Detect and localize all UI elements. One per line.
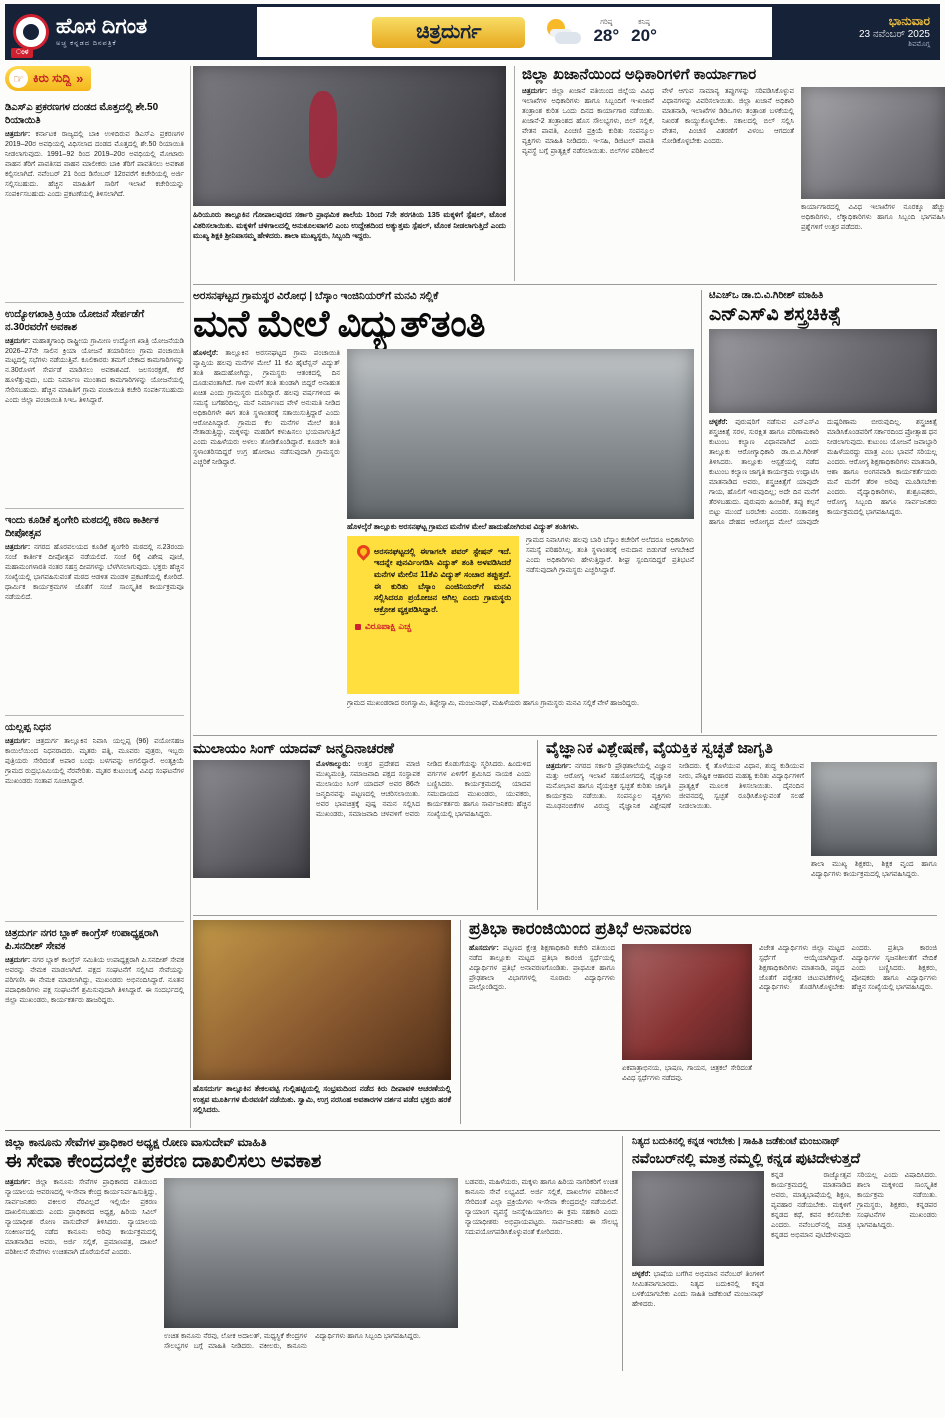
brief-body: ನಗರದ ಹೊರವಲಯದ ಕೂಡಿಕೆ ಶೃಂಗೇರಿ ಮಠದಲ್ಲಿ ನ.23ರಂದು ಸಂಜೆ ಕಾರ್ತೀಕ ದೀಪೋತ್ಸವ ನಡೆಯಲಿದೆ. ಸಂಜೆ 6ಕ್ಕೆ ವಿಶೇಷ ಪೂಜೆ, ಮಹಾಮಂಗಳಾರತಿ ನಂತರ ಸಹಸ್ರ ದೀಪಗಳನ್ನು ಬೆಳಗಿಸಲಾಗುವುದು. ಭಕ್ತರು ಹೆಚ್ಚಿನ ಸಂಖ್ಯೆಯಲ್ಲಿ ಭಾಗವಹಿಸುವಂತೆ ಮಠದ ಆಡಳಿತ ಮಂಡಳಿ ಪ್ರಕಟಣೆಯಲ್ಲಿ ಕೋರಿದೆ. ಧಾರ್ಮಿಕ ಕಾರ್ಯಕ್ರಮಗಳ ಜೊತೆಗೆ ಸಂಜೆ ಸಾಂಸ್ಕೃತಿಕ ಕಾರ್ಯಕ್ರಮವೂ ನಡೆಯಲಿದೆ. bbox=[5, 544, 184, 601]
article-body-continued: ಕನ್ನಡ ರಾಜ್ಯೋತ್ಸವ ಕಾರ್ಯಕ್ರಮದಲ್ಲಿ ಮಾತನಾಡಿದ ಅವರು, ಮಾತೃಭಾಷೆಯಲ್ಲಿ ಶಿಕ್ಷಣ, ವ್ಯವಹಾರ ನಡೆಯಬೇಕು. ಮಕ್ಕಳಿಗೆ ಕನ್ನಡದ ಕಥೆ, ಕವನ ಕಲಿಸಬೇಕು ಎಂದರು. ನವೆಂಬರ್‌ನಲ್ಲಿ ಮಾತ್ರ ಕನ್ನಡದ ಅಭಿಮಾನ ಪುಟಿದೇಳುವುದು ಸರಿಯಲ್ಲ ಎಂದು ವಿಷಾದಿಸಿದರು. ಶಾಲಾ ಮಕ್ಕಳಿಂದ ಸಾಂಸ್ಕೃತಿಕ ಕಾರ್ಯಕ್ರಮ ನಡೆಯಿತು. ಗ್ರಾಮಸ್ಥರು, ಶಿಕ್ಷಕರು, ಕನ್ನಡಪರ ಸಂಘಟನೆಗಳ ಮುಖಂಡರು ಭಾಗವಹಿಸಿದ್ದರು. bbox=[771, 1171, 937, 1239]
dateline: ಚಿತ್ರದುರ್ಗ: bbox=[546, 762, 572, 770]
article-kicker: ಜಿಲ್ಲಾ ಕಾನೂನು ಸೇವೆಗಳ ಪ್ರಾಧಿಕಾರ ಅಧ್ಯಕ್ಷ ರೋಣ ವಾಸುದೇವ್ ಮಾಹಿತಿ bbox=[5, 1137, 267, 1149]
photo-caption: ಹೊಸದುರ್ಗ ತಾಲ್ಲೂಕಿನ ತೇಕಲವಟ್ಟಿ ಗುಲ್ಲಿಹಟ್ಟಿಯಲ್ಲಿ ಸಂಭ್ರಮದಿಂದ ನಡೆದ ಕಿರು ದೀಪಾವಳಿ ಆಚರಣೆಯಲ್ಲಿ ಉತ್ಸವ ಮೂರ್ತಿಗಳ ಮೆರವಣಿಗೆ ನಡೆಯಿತು. ಸ್ವಾಮಿ, ಉಗ್ರ ನರಸಿಂಹ ಅವತಾರಗಳ ದರ್ಶನ ಪಡೆದ ಭಕ್ತರು ಹರಕೆ ಸಲ್ಲಿಸಿದರು. bbox=[193, 1084, 451, 1114]
brief-headline: ಇಂದು ಕೂಡಿಕೆ ಶೃಂಗೇರಿ ಮಠದಲ್ಲಿ ಕಠಿಣ ಕಾರ್ತೀಕ ದೀಪೋತ್ಸವ bbox=[5, 515, 159, 540]
highlight-box bbox=[347, 536, 519, 694]
powerline-photo bbox=[347, 349, 694, 519]
brief-headline: ಯಲ್ಲಪ್ಪ ನಿಧನ bbox=[5, 721, 51, 733]
date-label: 23 ನವೆಂಬರ್ 2025 bbox=[858, 28, 930, 40]
highlight-text: ಅರಸನಘಟ್ಟದಲ್ಲಿ ಈಗಾಗಲೇ ಪವರ್ ಸ್ಟೇಷನ್ ಇದೆ. ಇದನ್ನೇ ಪುನರ್ವಿಂಗಡಿಸಿ ವಿದ್ಯುತ್ ತಂತಿ ಅಳವಡಿಸಿದರೆ ಮನೆಗಳ ಮೇಲಿನ 11ಕೆವಿ ವಿದ್ಯುತ್ ಸಂಚಾರ ತಪ್ಪುತ್ತದೆ. ಈ ಕುರಿತು ಬೆಸ್ಕಾಂ ಎಂಜಿನಿಯರ್‌ಗೆ ಮನವಿ ಸಲ್ಲಿಸಿದರೂ ಪ್ರಯೋಜನ ಆಗಿಲ್ಲ ಎಂದು ಗ್ರಾಮಸ್ಥರು ಆಕ್ರೋಶ ವ್ಯಕ್ತಪಡಿಸಿದ್ದಾರೆ. bbox=[374, 546, 511, 614]
rajyotsava-photo bbox=[632, 1171, 764, 1266]
pointing-hand-icon: ☞ bbox=[9, 69, 28, 88]
article-headline: ಮುಲಾಯಂ ಸಿಂಗ್ ಯಾದವ್ ಜನ್ಮದಿನಾಚರಣೆ bbox=[193, 740, 394, 756]
photo-caption: ಹೊಳಲ್ಕೆರೆ ತಾಲ್ಲೂಕು ಅರಸನಘಟ್ಟ ಗ್ರಾಮದ ಮನೆಗಳ ಮೇಲೆ ಹಾದುಹೋಗಿರುವ ವಿದ್ಯುತ್ ತಂತಿಗಳು. bbox=[347, 521, 579, 531]
header-dateblock bbox=[772, 4, 940, 60]
brief-body: ಚಿತ್ರದುರ್ಗ ತಾಲ್ಲೂಕಿನ ನಿವಾಸಿ ಯಲ್ಲಪ್ಪ (96) ವಯೋಸಹಜ ಕಾಯಿಲೆಯಿಂದ ನಿಧನರಾದರು. ಮೃತರು ಪತ್ನಿ, ಮೂವರು ಪುತ್ರರು, ಇಬ್ಬರು ಪುತ್ರಿಯರು ಸೇರಿದಂತೆ ಅಪಾರ ಬಂಧು ಬಳಗವನ್ನು ಅಗಲಿದ್ದಾರೆ. ಅಂತ್ಯಕ್ರಿಯೆ ಗ್ರಾಮದ ರುದ್ರಭೂಮಿಯಲ್ಲಿ ನೆರವೇರಿತು. ಮೃತರ ಕುಟುಂಬಕ್ಕೆ ವಿವಿಧ ಸಂಘಟನೆಗಳ ಮುಖಂಡರು ಸಂತಾಪ ಸೂಚಿಸಿದ್ದಾರೆ. bbox=[5, 737, 184, 785]
dateline: ಚಿತ್ರದುರ್ಗ: bbox=[5, 737, 31, 745]
weather-max-label: ಗರಿಷ್ಠ bbox=[600, 19, 613, 27]
dateline: ಚಳ್ಳಕೆರೆ: bbox=[632, 1270, 651, 1278]
article-body-continued: ಉಚಿತ ಕಾನೂನು ನೆರವು, ಲೋಕ ಅದಾಲತ್, ಮಧ್ಯಸ್ಥಿಕೆ ಕೇಂದ್ರಗಳ ಸೌಲಭ್ಯಗಳ ಬಗ್ಗೆ ಮಾಹಿತಿ ನೀಡಿದರು. ವಕೀಲರು, ಕಾನೂನು ವಿದ್ಯಾರ್ಥಿಗಳು ಹಾಗೂ ಸಿಬ್ಬಂದಿ ಭಾಗವಹಿಸಿದ್ದರು. bbox=[164, 1333, 421, 1351]
dateline: ಹೊಳಲ್ಕೆರೆ: bbox=[193, 349, 219, 357]
masthead-title: ಹೊಸ ದಿಗಂತ bbox=[56, 15, 148, 38]
weather-max bbox=[593, 19, 619, 44]
divider bbox=[193, 735, 937, 736]
masthead-tagline: ಅಚ್ಚ ಕನ್ನಡದ ದಿನಪತ್ರಿಕೆ bbox=[56, 40, 117, 47]
nsv-article bbox=[701, 290, 937, 733]
brief-item bbox=[5, 302, 184, 509]
legal-services-article bbox=[5, 1136, 618, 1406]
weather-min-temp: 20° bbox=[631, 25, 657, 45]
brief-headline: ಡಿಎಸ್‌ಎ ಪ್ರಕರಣಗಳ ದಂಡದ ಮೊತ್ತದಲ್ಲಿ ಶೇ.50 ರಿಯಾಯಿತಿ bbox=[5, 102, 159, 126]
masthead-block bbox=[5, 4, 257, 60]
article-body-continued: ಗ್ರಾಮದ ನಿವಾಸಿಗಳು ಹಲವು ಬಾರಿ ಬೆಸ್ಕಾಂ ಕಚೇರಿಗೆ ಅಲೆದರೂ ಅಧಿಕಾರಿಗಳು ಸಮಸ್ಯೆ ಪರಿಹರಿಸಿಲ್ಲ. ತಂತಿ ಸ್ಥಳಾಂತರಕ್ಕೆ ಅನುದಾನ ಬಿಡುಗಡೆ ಆಗಬೇಕಿದೆ ಎಂದು ಅಧಿಕಾರಿಗಳು ಹೇಳುತ್ತಿದ್ದಾರೆ. ಶೀಘ್ರ ಸ್ಪಂದಿಸದಿದ್ದರೆ ಪ್ರತಿಭಟನೆ ನಡೆಸುವುದಾಗಿ ಗ್ರಾಮಸ್ಥರು ಎಚ್ಚರಿಸಿದ್ದಾರೆ. bbox=[526, 536, 694, 574]
article-body: ಮೊಳಕಾಲ್ಮುರು: ಉತ್ತರ ಪ್ರದೇಶದ ಮಾಜಿ ಮುಖ್ಯಮಂತ್ರಿ, ಸಮಾಜವಾದಿ ಪಕ್ಷದ ಸಂಸ್ಥಾಪಕ ಮುಲಾಯಂ ಸಿಂಗ್ ಯಾದವ್ ಅವರ 86ನೇ ಜನ್ಮದಿನವನ್ನು ಪಟ್ಟಣದಲ್ಲಿ ಆಚರಿಸಲಾಯಿತು. ಅವರ ಭಾವಚಿತ್ರಕ್ಕೆ ಪುಷ್ಪ ನಮನ ಸಲ್ಲಿಸಿದ ಮುಖಂಡರು, ಸಮಾಜವಾದಿ ಚಳವಳಿಗೆ ಅವರು ನೀಡಿದ ಕೊಡುಗೆಯನ್ನು ಸ್ಮರಿಸಿದರು. ಹಿಂದುಳಿದ ವರ್ಗಗಳ ಏಳಿಗೆಗೆ ಶ್ರಮಿಸಿದ ನಾಯಕ ಎಂದು ಬಣ್ಣಿಸಿದರು. ಕಾರ್ಯಕ್ರಮದಲ್ಲಿ ಯಾದವ ಸಮುದಾಯದ ಮುಖಂಡರು, ಯುವಕರು, ಕಾರ್ಯಕರ್ತರು ಹಾಗೂ ಸಾರ್ವಜನಿಕರು ಹೆಚ್ಚಿನ ಸಂಖ್ಯೆಯಲ್ಲಿ ಭಾಗವಹಿಸಿದ್ದರು. bbox=[316, 761, 531, 818]
article-body: ಚಿತ್ರದುರ್ಗ: ನಗರದ ಸರ್ಕಾರಿ ಪ್ರೌಢಶಾಲೆಯಲ್ಲಿ ವಿಜ್ಞಾನ ಮತ್ತು ಆರೋಗ್ಯ ಇಲಾಖೆ ಸಹಯೋಗದಲ್ಲಿ ವೈಜ್ಞಾನಿಕ ಮನೋಭಾವ ಹಾಗೂ ವೈಯಕ್ತಿಕ ಸ್ವಚ್ಛತೆ ಕುರಿತು ಜಾಗೃತಿ ಕಾರ್ಯಕ್ರಮ ನಡೆಯಿತು. ಸಂಪನ್ಮೂಲ ವ್ಯಕ್ತಿಗಳು ಮೂಢನಂಬಿಕೆಗಳ ವಿರುದ್ಧ ವೈಜ್ಞಾನಿಕ ವಿಶ್ಲೇಷಣೆ ನೀಡಿದರು. ಕೈ ತೊಳೆಯುವ ವಿಧಾನ, ಶುದ್ಧ ಕುಡಿಯುವ ನೀರು, ಪೌಷ್ಟಿಕ ಆಹಾರದ ಮಹತ್ವ ಕುರಿತು ವಿದ್ಯಾರ್ಥಿಗಳಿಗೆ ಪ್ರಾತ್ಯಕ್ಷಿಕೆ ಮೂಲಕ ತಿಳಿಸಲಾಯಿತು. ದೈನಂದಿನ ಜೀವನದಲ್ಲಿ ಸ್ವಚ್ಛತೆ ರೂಢಿಸಿಕೊಳ್ಳುವಂತೆ ಸಲಹೆ ನೀಡಲಾಯಿತು. bbox=[546, 762, 804, 810]
brief-item bbox=[5, 921, 184, 1128]
article-kicker: ಟಿಎಚ್‌ಒ ಡಾ.ಬಿ.ವಿ.ಗಿರೀಶ್ ಮಾಹಿತಿ bbox=[709, 290, 824, 301]
legal-event-photo bbox=[164, 1178, 458, 1328]
kannada-article bbox=[622, 1136, 937, 1371]
article-body: ಹೊಳಲ್ಕೆರೆ: ತಾಲ್ಲೂಕಿನ ಅರಸನಘಟ್ಟದ ಗ್ರಾಮ ಪಂಚಾಯಿತಿ ವ್ಯಾಪ್ತಿಯ ಹಲವು ಮನೆಗಳ ಮೇಲೆ 11 ಕೆವಿ ಹೈಟೆನ್ಷನ್ ವಿದ್ಯುತ್ ತಂತಿ ಹಾದುಹೋಗಿದ್ದು, ಗ್ರಾಮಸ್ಥರು ಆತಂಕದಲ್ಲಿ ದಿನ ದೂಡುವಂತಾಗಿದೆ. ಗಾಳಿ ಮಳೆಗೆ ತಂತಿ ತುಂಡಾಗಿ ಬಿದ್ದರೆ ಅನಾಹುತ ಖಚಿತ ಎಂದು ಗ್ರಾಮಸ್ಥರು ದೂರಿದ್ದಾರೆ. ಹಲವು ವರ್ಷಗಳಿಂದ ಈ ಸಮಸ್ಯೆ ಬಗೆಹರಿದಿಲ್ಲ. ಮನೆ ನಿರ್ಮಾಣದ ವೇಳೆ ಅನುಮತಿ ನೀಡಿದ ಅಧಿಕಾರಿಗಳೇ ಈಗ ತಂತಿ ಸ್ಥಳಾಂತರಕ್ಕೆ ಸತಾಯಿಸುತ್ತಿದ್ದಾರೆ ಎಂದು ಆರೋಪಿಸಿದ್ದಾರೆ. ಗ್ರಾಮದ ಕೆಲ ಮನೆಗಳ ಮೇಲೆ ತಂತಿ ನೇತಾಡುತ್ತಿದ್ದು, ಮಕ್ಕಳನ್ನು ಮಹಡಿಗೆ ಕಳುಹಿಸಲು ಭಯವಾಗುತ್ತಿದೆ ಎಂದು ಮಹಿಳೆಯರು ಅಳಲು ತೋಡಿಕೊಂಡಿದ್ದಾರೆ. ಕೂಡಲೇ ತಂತಿ ಸ್ಥಳಾಂತರಿಸದಿದ್ದರೆ ಉಗ್ರ ಹೋರಾಟ ನಡೆಸುವುದಾಗಿ ಗ್ರಾಮಸ್ಥರು ಎಚ್ಚರಿಕೆ ನೀಡಿದ್ದಾರೆ. bbox=[193, 349, 340, 467]
health-program-photo bbox=[709, 329, 937, 413]
masthead-logo-icon bbox=[13, 14, 49, 50]
masthead-text bbox=[56, 16, 147, 48]
sun-cloud-icon bbox=[545, 19, 581, 45]
dateline: ಹೊಸದುರ್ಗ: bbox=[469, 944, 499, 952]
birthday-event-photo bbox=[193, 760, 310, 878]
article-body-continued: ಏಕಪಾತ್ರಾಭಿನಯ, ಭಾಷಣ, ಗಾಯನ, ಚಿತ್ರಕಲೆ ಸೇರಿದಂತೆ ವಿವಿಧ ಸ್ಪರ್ಧೆಗಳು ನಡೆದವು. bbox=[622, 1064, 752, 1082]
brief-body: ಕರ್ನಾಟಕ ರಾಜ್ಯದಲ್ಲಿ ಬಾಕಿ ಉಳಿದಿರುವ ಡಿಎಸ್‌ಎ ಪ್ರಕರಣಗಳ 2019–20ರ ಅವಧಿಯಲ್ಲಿ ವಿಧಿಸಲಾದ ದಂಡದ ಮೊತ್ತದಲ್ಲಿ ಶೇ.50 ರಿಯಾಯಿತಿ ನೀಡಲಾಗುವುದು. 1991–92 ರಿಂದ 2019–20ರ ಅವಧಿಯಲ್ಲಿ ಮೋಟಾರು ವಾಹನ ತೆರಿಗೆ ಪಾವತಿಸದ ವಾಹನ ಮಾಲೀಕರು ಬಾಕಿ ತೆರಿಗೆ ಪಾವತಿಸಲು ಅವಕಾಶ ಕಲ್ಪಿಸಲಾಗಿದೆ. ನವೆಂಬರ್ 21 ರಿಂದ ಡಿಸೆಂಬರ್ 12ರವರೆಗೆ ಕಚೇರಿಯಲ್ಲಿ ಅರ್ಜಿ ಸಲ್ಲಿಸಬಹುದು. ಹೆಚ್ಚಿನ ಮಾಹಿತಿಗೆ ಸಾರಿಗೆ ಇಲಾಖೆ ಕಚೇರಿಯನ್ನು ಸಂಪರ್ಕಿಸಬಹುದು ಎಂದು ಪ್ರಕಟಣೆಯಲ್ಲಿ ತಿಳಿಸಲಾಗಿದೆ. bbox=[5, 131, 184, 198]
edition-banner: ಚಿತ್ರದುರ್ಗ bbox=[372, 17, 525, 48]
flame-icon bbox=[354, 542, 372, 560]
page-header bbox=[5, 4, 940, 60]
brief-headline: ಉದ್ಯೋಗಖಾತ್ರಿ ಕ್ರಿಯಾ ಯೋಜನೆ ಸೇರ್ಪಡೆಗೆ ನ.30ರವರೆಗೆ ಅವಕಾಶ bbox=[5, 308, 145, 333]
article-body-continued: ಕಾರ್ಯಾಗಾರದಲ್ಲಿ ವಿವಿಧ ಇಲಾಖೆಗಳ ನೂರಕ್ಕೂ ಹೆಚ್ಚು ಅಧಿಕಾರಿಗಳು, ಲೆಕ್ಕಾಧಿಕಾರಿಗಳು ಹಾಗೂ ಸಿಬ್ಬಂದಿ ಭಾಗವಹಿಸಿ ಪ್ರಶ್ನೆಗಳಿಗೆ ಉತ್ತರ ಪಡೆದರು. bbox=[801, 204, 945, 232]
briefs-section-badge bbox=[5, 66, 91, 91]
article-body: ಹೊಸದುರ್ಗ: ಪಟ್ಟಣದ ಕ್ಷೇತ್ರ ಶಿಕ್ಷಣಾಧಿಕಾರಿ ಕಚೇರಿ ವತಿಯಿಂದ ನಡೆದ ತಾಲ್ಲೂಕು ಮಟ್ಟದ ಪ್ರತಿಭಾ ಕಾರಂಜಿ ಸ್ಪರ್ಧೆಯಲ್ಲಿ ವಿದ್ಯಾರ್ಥಿಗಳ ಪ್ರತಿಭೆ ಅನಾವರಣಗೊಂಡಿತು. ಪ್ರಾಥಮಿಕ ಹಾಗೂ ಪ್ರೌಢಶಾಲಾ ವಿಭಾಗಗಳಲ್ಲಿ ನೂರಾರು ವಿದ್ಯಾರ್ಥಿಗಳು ಪಾಲ್ಗೊಂಡಿದ್ದರು. bbox=[469, 944, 615, 992]
school-children-photo bbox=[193, 66, 506, 206]
article-body-footer: ಗ್ರಾಮದ ಮುಖಂಡರಾದ ರಂಗಸ್ವಾಮಿ, ತಿಪ್ಪೇಸ್ವಾಮಿ, ಮಂಜುನಾಥ್, ಮಹಿಳೆಯರು ಹಾಗೂ ಗ್ರಾಮಸ್ಥರು ಮನವಿ ಸಲ್ಲಿಕೆ ವೇಳೆ ಹಾಜರಿದ್ದರು. bbox=[347, 699, 639, 707]
divider bbox=[193, 284, 937, 285]
costume-kids-photo bbox=[622, 944, 752, 1060]
powerline-article bbox=[193, 290, 694, 729]
article-body-continued: ಬಡವರು, ಮಹಿಳೆಯರು, ಮಕ್ಕಳು ಹಾಗೂ ಹಿರಿಯ ನಾಗರಿಕರಿಗೆ ಉಚಿತ ಕಾನೂನು ಸೇವೆ ಲಭ್ಯವಿದೆ. ಅರ್ಜಿ ಸಲ್ಲಿಕೆ, ದಾಖಲೆಗಳ ಪರಿಶೀಲನೆ ಸೇರಿದಂತೆ ಎಲ್ಲಾ ಪ್ರಕ್ರಿಯೆಗಳು ಇ-ಸೇವಾ ಕೇಂದ್ರದಲ್ಲೇ ನಡೆಯಲಿವೆ. ನ್ಯಾಯಾಂಗ ವ್ಯವಸ್ಥೆ ಜನಸ್ನೇಹಿಯಾಗಲು ಈ ಕ್ರಮ ಸಹಕಾರಿ ಎಂದು ನ್ಯಾಯಾಧೀಶರು ಅಭಿಪ್ರಾಯಪಟ್ಟರು. ಸಾರ್ವಜನಿಕರು ಈ ಸೌಲಭ್ಯ ಸದುಪಯೋಗಪಡಿಸಿಕೊಳ್ಳುವಂತೆ ಕೋರಿದರು. bbox=[465, 1179, 618, 1236]
article-headline: ಪ್ರತಿಭಾ ಕಾರಂಜಿಯಿಂದ ಪ್ರತಿಭೆ ಅನಾವರಣ bbox=[469, 919, 692, 938]
dateline: ಚಿತ್ರದುರ್ಗ: bbox=[5, 131, 31, 138]
pratibha-article bbox=[460, 920, 937, 1124]
dateline: ಚಿತ್ರದುರ್ಗ: bbox=[5, 337, 31, 345]
article-headline: ವೈಜ್ಞಾನಿಕ ವಿಶ್ಲೇಷಣೆ, ವೈಯಕ್ತಿಕ ಸ್ವಚ್ಛತೆ ಜಾಗೃತಿ bbox=[546, 740, 773, 757]
briefs-column bbox=[5, 66, 191, 1128]
procession-photo-block bbox=[193, 920, 451, 1116]
mulayam-article bbox=[193, 740, 531, 910]
awareness-event-photo bbox=[811, 762, 937, 856]
masthead-badge: ಂಳ bbox=[11, 48, 33, 58]
weather-max-temp: 28° bbox=[593, 25, 620, 45]
article-body: ಚಳ್ಳಕೆರೆ: ಭಾಷೆಯ ಬಗೆಗಿನ ಅಭಿಮಾನ ನವೆಂಬರ್ ತಿಂಗಳಿಗೆ ಸೀಮಿತವಾಗಬಾರದು. ನಿತ್ಯದ ಬದುಕಿನಲ್ಲಿ ಕನ್ನಡ ಬಳಕೆಯಾಗಬೇಕು ಎಂದು ಸಾಹಿತಿ ಜಡೆಕುಂಟೆ ಮಂಜುನಾಥ್ ಹೇಳಿದರು. bbox=[632, 1270, 764, 1308]
photo-caption: ಹಿರಿಯೂರು ತಾಲ್ಲೂಕಿನ ಗೋಪಾಲಪುರದ ಸರ್ಕಾರಿ ಪ್ರಾಥಮಿಕ ಶಾಲೆಯ 1ರಿಂದ 7ನೇ ತರಗತಿಯ 135 ಮಕ್ಕಳಿಗೆ ಸ್ಪೆಷಲ್, ಟೊಂಕ ವಿತರಿಸಲಾಯಿತು. ಮಕ್ಕಳಿಗೆ ಚಳಿಗಾಲದಲ್ಲಿ ಅನುಕೂಲವಾಗಲಿ ಎಂಬ ಉದ್ದೇಶದಿಂದ ಅತ್ಯುತ್ತಮ ಸ್ಪೆಷಲ್, ಟೊಂಕ ನೀಡಲಾಗುತ್ತಿದೆ ಎಂದು ಮುಖ್ಯ ಶಿಕ್ಷಕಿ ಶ್ರೀನಿವಾಸಮ್ಮ ಹೇಳಿದರು. ಶಾಲಾ ಮುಖ್ಯಸ್ಥರು, ಸಿಬ್ಬಂದಿ ಇದ್ದರು. bbox=[193, 210, 506, 240]
workshop-photo bbox=[801, 87, 945, 199]
weather-widget bbox=[545, 19, 656, 45]
dateline: ಚಿತ್ರದುರ್ಗ: bbox=[5, 544, 31, 552]
dateline: ಚಿತ್ರದುರ್ಗ: bbox=[5, 1179, 31, 1187]
brief-item bbox=[5, 715, 184, 922]
weather-min bbox=[631, 19, 657, 44]
article-body: ಚಳ್ಳಕೆರೆ: ಪುರುಷರಿಗೆ ನಡೆಸುವ ಎನ್‌ಎಸ್‌ವಿ ಶಸ್ತ್ರಚಿಕಿತ್ಸೆ ಸರಳ, ಸುರಕ್ಷಿತ ಹಾಗೂ ಪರಿಣಾಮಕಾರಿ ಕುಟುಂಬ ಕಲ್ಯಾಣ ವಿಧಾನವಾಗಿದೆ ಎಂದು ತಾಲ್ಲೂಕು ಆರೋಗ್ಯಾಧಿಕಾರಿ ಡಾ.ಬಿ.ವಿ.ಗಿರೀಶ್ ತಿಳಿಸಿದರು. ತಾಲ್ಲೂಕು ಆಸ್ಪತ್ರೆಯಲ್ಲಿ ನಡೆದ ಕುಟುಂಬ ಕಲ್ಯಾಣ ಜಾಗೃತಿ ಕಾರ್ಯಕ್ರಮ ಉದ್ಘಾಟಿಸಿ ಮಾತನಾಡಿದ ಅವರು, ಶಸ್ತ್ರಚಿಕಿತ್ಸೆಗೆ ಯಾವುದೇ ಗಾಯ, ಹೊಲಿಗೆ ಇರುವುದಿಲ್ಲ; ಅದೇ ದಿನ ಮನೆಗೆ ತೆರಳಬಹುದು. ಪುರುಷರು ಹಿಂಜರಿಕೆ, ತಪ್ಪು ಕಲ್ಪನೆ ಬಿಟ್ಟು ಮುಂದೆ ಬರಬೇಕು ಎಂದರು. ಸಂತಾನಶಕ್ತಿ ಹಾಗೂ ದೇಹದ ಆರೋಗ್ಯದ ಮೇಲೆ ಯಾವುದೇ ದುಷ್ಪರಿಣಾಮ ಬೀರುವುದಿಲ್ಲ. ಶಸ್ತ್ರಚಿಕಿತ್ಸೆ ಮಾಡಿಸಿಕೊಂಡವರಿಗೆ ಸರ್ಕಾರದಿಂದ ಪ್ರೋತ್ಸಾಹ ಧನ ನೀಡಲಾಗುವುದು. ಕುಟುಂಬ ಯೋಜನೆ ಜವಾಬ್ದಾರಿ ಮಹಿಳೆಯರದ್ದು ಮಾತ್ರ ಎಂಬ ಭಾವನೆ ಸರಿಯಲ್ಲ ಎಂದರು. ಆರೋಗ್ಯ ಶಿಕ್ಷಣಾಧಿಕಾರಿಗಳು ಮಾತನಾಡಿ, ಆಶಾ ಹಾಗೂ ಅಂಗನವಾಡಿ ಕಾರ್ಯಕರ್ತೆಯರು ಮನೆ ಮನೆಗೆ ತೆರಳಿ ಅರಿವು ಮೂಡಿಸಬೇಕು ಎಂದರು. ವೈದ್ಯಾಧಿಕಾರಿಗಳು, ಶುಶ್ರೂಷಕರು, ಆರೋಗ್ಯ ಸಿಬ್ಬಂದಿ ಹಾಗೂ ಸಾರ್ವಜನಿಕರು ಕಾರ್ಯಕ್ರಮದಲ್ಲಿ ಭಾಗವಹಿಸಿದ್ದರು. bbox=[709, 419, 937, 526]
school-photo-block bbox=[193, 66, 506, 242]
weather-min-label: ಕನಿಷ್ಠ bbox=[638, 19, 650, 27]
edition-city-label: ಶಿವಮೊಗ್ಗ bbox=[908, 41, 930, 49]
logo-face-glyph bbox=[23, 24, 39, 40]
article-headline: ಜಿಲ್ಲಾ ಖಜಾನೆಯಿಂದ ಅಧಿಕಾರಿಗಳಿಗೆ ಕಾರ್ಯಾಗಾರ bbox=[522, 66, 757, 83]
article-headline: ಎನ್‌ಎಸ್‌ವಿ ಶಸ್ತ್ರಚಿಕಿತ್ಸೆ bbox=[709, 303, 841, 325]
header-center bbox=[257, 4, 772, 60]
brief-headline: ಚಿತ್ರದುರ್ಗ ನಗರ ಬ್ಲಾಕ್ ಕಾಂಗ್ರೆಸ್ ಉಪಾಧ್ಯಕ್ಷರಾಗಿ ಪಿ.ಸನದೀಶ್ ಸೇವಕ bbox=[5, 928, 159, 953]
science-awareness-article bbox=[537, 740, 937, 910]
dateline: ಚಳ್ಳಕೆರೆ: bbox=[709, 419, 728, 427]
article-headline: ಈ ಸೇವಾ ಕೇಂದ್ರದಲ್ಲೇ ಪ್ರಕರಣ ದಾಖಲಿಸಲು ಅವಕಾಶ bbox=[5, 1151, 322, 1173]
brief-item bbox=[5, 96, 184, 302]
article-kicker: ನಿತ್ಯದ ಬದುಕಿನಲ್ಲಿ ಕನ್ನಡ ಇರಬೇಕು | ಸಾಹಿತಿ ಜಡೆಕುಂಟೆ ಮಂಜುನಾಥ್ bbox=[632, 1136, 840, 1147]
dateline: ಚಿತ್ರದುರ್ಗ: bbox=[5, 957, 31, 965]
divider bbox=[5, 1130, 940, 1131]
article-headline: ನವೆಂಬರ್‌ನಲ್ಲಿ ಮಾತ್ರ ನಮ್ಮಲ್ಲಿ ಕನ್ನಡ ಪುಟಿದೇಳುತ್ತದೆ bbox=[632, 1149, 861, 1166]
treasury-workshop-article bbox=[514, 66, 945, 281]
article-body-continued: ವಿಜೇತ ವಿದ್ಯಾರ್ಥಿಗಳು ಜಿಲ್ಲಾ ಮಟ್ಟದ ಸ್ಪರ್ಧೆಗೆ ಆಯ್ಕೆಯಾಗಿದ್ದಾರೆ. ಶಿಕ್ಷಣಾಧಿಕಾರಿಗಳು ಮಾತನಾಡಿ, ಪಠ್ಯದ ಜೊತೆಗೆ ಪಠ್ಯೇತರ ಚಟುವಟಿಕೆಗಳಲ್ಲಿ ವಿದ್ಯಾರ್ಥಿಗಳು ತೊಡಗಿಸಿಕೊಳ್ಳಬೇಕು ಎಂದರು. ಪ್ರತಿಭಾ ಕಾರಂಜಿ ವಿದ್ಯಾರ್ಥಿಗಳ ಸೃಜನಶೀಲತೆಗೆ ವೇದಿಕೆ ಎಂದು ಬಣ್ಣಿಸಿದರು. ಶಿಕ್ಷಕರು, ಪೋಷಕರು ಹಾಗೂ ವಿದ್ಯಾರ್ಥಿಗಳು ಹೆಚ್ಚಿನ ಸಂಖ್ಯೆಯಲ್ಲಿ ಭಾಗವಹಿಸಿದ್ದರು. bbox=[759, 944, 937, 992]
weekday-label: ಭಾನುವಾರ bbox=[888, 13, 930, 28]
article-body: ಚಿತ್ರದುರ್ಗ: ಜಿಲ್ಲಾ ಕಾನೂನು ಸೇವೆಗಳ ಪ್ರಾಧಿಕಾರದ ವತಿಯಿಂದ ನ್ಯಾಯಾಲಯ ಆವರಣದಲ್ಲಿ ಇ-ಸೇವಾ ಕೇಂದ್ರ ಕಾರ್ಯನಿರ್ವಹಿಸುತ್ತಿದ್ದು, ಸಾರ್ವಜನಿಕರು ವಕೀಲರ ನೆರವಿಲ್ಲದೆ ಇಲ್ಲಿಯೇ ಪ್ರಕರಣ ದಾಖಲಿಸಬಹುದು ಎಂದು ಪ್ರಾಧಿಕಾರದ ಅಧ್ಯಕ್ಷ, ಹಿರಿಯ ಸಿವಿಲ್ ನ್ಯಾಯಾಧೀಶ ರೋಣ ವಾಸುದೇವ್ ತಿಳಿಸಿದರು. ನ್ಯಾಯಾಲಯ ಸಂಕೀರ್ಣದಲ್ಲಿ ನಡೆದ ಕಾನೂನು ಅರಿವು ಕಾರ್ಯಕ್ರಮದಲ್ಲಿ ಮಾತನಾಡಿದ ಅವರು, ಅರ್ಜಿ ಸಲ್ಲಿಕೆ, ಪ್ರಮಾಣಪತ್ರ, ದಾಖಲೆ ಪರಿಶೀಲನೆ ಸೇವೆಗಳು ಉಚಿತವಾಗಿ ದೊರೆಯಲಿವೆ ಎಂದರು. bbox=[5, 1179, 157, 1256]
chevrons-icon: » bbox=[76, 71, 84, 86]
dateline: ಚಿತ್ರದುರ್ಗ: bbox=[522, 88, 548, 96]
brief-body: ಮಹಾತ್ಮಗಾಂಧಿ ರಾಷ್ಟ್ರೀಯ ಗ್ರಾಮೀಣ ಉದ್ಯೋಗ ಖಾತ್ರಿ ಯೋಜನೆಯಡಿ 2026–27ನೇ ಸಾಲಿನ ಕ್ರಿಯಾ ಯೋಜನೆ ತಯಾರಿಸಲು ಗ್ರಾಮ ಪಂಚಾಯಿತಿ ಮಟ್ಟದಲ್ಲಿ ಸಭೆಗಳು ನಡೆಯುತ್ತಿವೆ. ಕೂಲಿಕಾರರು ತಮಗೆ ಬೇಕಾದ ಕಾಮಗಾರಿಗಳನ್ನು ನ.30ರೊಳಗೆ ಸೇರ್ಪಡೆ ಮಾಡಿಸಲು ಅವಕಾಶವಿದೆ. ಜಲಸಂರಕ್ಷಣೆ, ಕೆರೆ ಹೂಳೆತ್ತುವುದು, ಬದು ನಿರ್ಮಾಣ ಮುಂತಾದ ಕಾಮಗಾರಿಗಳನ್ನು ಯೋಜನೆಯಲ್ಲಿ ಸೇರಿಸಬಹುದು. ಹೆಚ್ಚಿನ ಮಾಹಿತಿಗೆ ಗ್ರಾಮ ಪಂಚಾಯಿತಿ ಕಚೇರಿ ಸಂಪರ್ಕಿಸಬಹುದು ಎಂದು ಜಿಲ್ಲಾ ಪಂಚಾಯಿತಿ ಸಿಇಒ ತಿಳಿಸಿದ್ದಾರೆ. bbox=[5, 337, 184, 405]
byline: ವಿರೂಪಾಕ್ಷಿ ಎಚ್ಚ bbox=[355, 621, 511, 632]
procession-photo bbox=[193, 920, 451, 1080]
article-headline: ಮನೆ ಮೇಲೆ ವಿದ್ಯುತ್‌ತಂತಿ bbox=[193, 303, 485, 345]
briefs-section-label: ಕಿರು ಸುದ್ದಿ bbox=[33, 71, 72, 85]
byline-bullet-icon bbox=[355, 624, 361, 630]
article-body-continued: ಶಾಲಾ ಮುಖ್ಯ ಶಿಕ್ಷಕರು, ಶಿಕ್ಷಕ ವೃಂದ ಹಾಗೂ ವಿದ್ಯಾರ್ಥಿಗಳು ಕಾರ್ಯಕ್ರಮದಲ್ಲಿ ಭಾಗವಹಿಸಿದ್ದರು. bbox=[811, 860, 937, 878]
brief-item bbox=[5, 508, 184, 715]
dateline: ಮೊಳಕಾಲ್ಮುರು: bbox=[316, 761, 351, 769]
divider bbox=[193, 915, 937, 916]
article-body: ಚಿತ್ರದುರ್ಗ: ಜಿಲ್ಲಾ ಖಜಾನೆ ವತಿಯಿಂದ ಜಿಲ್ಲೆಯ ವಿವಿಧ ಇಲಾಖೆಗಳ ಅಧಿಕಾರಿಗಳು ಹಾಗೂ ಸಿಬ್ಬಂದಿಗೆ ಇ-ಖಜಾನೆ ತಂತ್ರಾಂಶ ಕುರಿತ ಒಂದು ದಿನದ ಕಾರ್ಯಾಗಾರ ನಡೆಯಿತು. ಖಜಾನೆ-2 ತಂತ್ರಾಂಶದ ಹೊಸ ಸೌಲಭ್ಯಗಳು, ಬಿಲ್ ಸಲ್ಲಿಕೆ, ವೇತನ ಪಾವತಿ, ಪಿಂಚಣಿ ಪ್ರಕ್ರಿಯೆ ಕುರಿತು ಸಂಪನ್ಮೂಲ ವ್ಯಕ್ತಿಗಳು ಮಾಹಿತಿ ನೀಡಿದರು. ಇ-ಸಹಿ, ಡಿಜಿಟಲ್ ಪಾವತಿ ವ್ಯವಸ್ಥೆ ಬಗ್ಗೆ ಪ್ರಾತ್ಯಕ್ಷಿಕೆ ನಡೆಸಲಾಯಿತು. ಬಿಲ್‌ಗಳ ಪರಿಶೀಲನೆ ವೇಳೆ ಆಗುವ ಸಾಮಾನ್ಯ ತಪ್ಪುಗಳನ್ನು ಸರಿಪಡಿಸಿಕೊಳ್ಳುವ ವಿಧಾನಗಳನ್ನು ವಿವರಿಸಲಾಯಿತು. ಜಿಲ್ಲಾ ಖಜಾನೆ ಅಧಿಕಾರಿ ಮಾತನಾಡಿ, ಇಲಾಖೆಗಳ ಡಿಡಿಒಗಳು ತಂತ್ರಾಂಶ ಬಳಕೆಯಲ್ಲಿ ನಿಖರತೆ ಕಾಯ್ದುಕೊಳ್ಳಬೇಕು. ಸಕಾಲದಲ್ಲಿ ಬಿಲ್ ಸಲ್ಲಿಸಿ ವೇತನ, ಪಿಂಚಣಿ ವಿತರಣೆಗೆ ವಿಳಂಬ ಆಗದಂತೆ ನೋಡಿಕೊಳ್ಳಬೇಕು ಎಂದರು. bbox=[522, 88, 794, 155]
article-kicker: ಅರಸನಘಟ್ಟದ ಗ್ರಾಮಸ್ಥರ ವಿರೋಧ | ಬೆಸ್ಕಾಂ ಇಂಜಿನಿಯರ್‌ಗೆ ಮನವಿ ಸಲ್ಲಿಕೆ bbox=[193, 290, 439, 302]
brief-body: ನಗರ ಬ್ಲಾಕ್ ಕಾಂಗ್ರೆಸ್ ಸಮಿತಿಯ ಉಪಾಧ್ಯಕ್ಷರಾಗಿ ಪಿ.ಸನದೀಶ್ ಸೇವಕ ಅವರನ್ನು ನೇಮಕ ಮಾಡಲಾಗಿದೆ. ಪಕ್ಷದ ಸಂಘಟನೆಗೆ ಸಲ್ಲಿಸಿದ ಸೇವೆಯನ್ನು ಪರಿಗಣಿಸಿ ಈ ನೇಮಕ ಮಾಡಲಾಗಿದ್ದು, ಮುಖಂಡರು ಅಭಿನಂದಿಸಿದ್ದಾರೆ. ನೂತನ ಪದಾಧಿಕಾರಿಗಳು ಪಕ್ಷ ಸಂಘಟನೆಗೆ ಶ್ರಮಿಸುವುದಾಗಿ ತಿಳಿಸಿದ್ದಾರೆ. ಈ ಸಂದರ್ಭದಲ್ಲಿ ಜಿಲ್ಲಾ ಮುಖಂಡರು, ಕಾರ್ಯಕರ್ತರು ಹಾಜರಿದ್ದರು. bbox=[5, 957, 184, 1005]
